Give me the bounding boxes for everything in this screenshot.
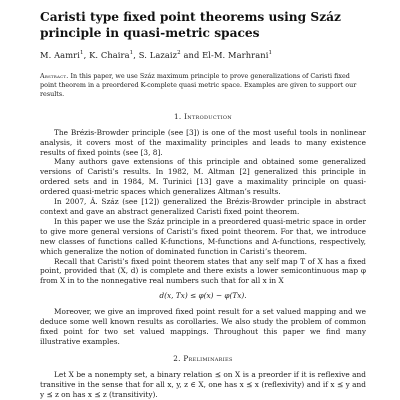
intro-paragraph-6: Moreover, we give an improved fixed point result for a set valued mapping and we deduce some well known results as corollaries. We also study the problem of common fixed point for two set valued mappings. Throughout this paper we find many illustrative examples.	[40, 307, 366, 346]
abstract-text: In this paper, we use Száz maximum principle to prove generalizations of Caristi fixed point theorem in a preordered K-complete quasi metric space. Examples are given to support our results.	[40, 71, 357, 98]
abstract-label: Abstract.	[40, 71, 69, 80]
intro-paragraph-2: Many authors gave extensions of this principle and obtained some generalized versions of Caristi’s results. In 1982, M. Altman [2] generalized this principle in ordered sets and in 1984, M. Turinici [13] gave a maximality principle on quasi-ordered quasi-metric spaces which generalizes Altman’s results.	[40, 157, 366, 197]
author-name: M. Aamri	[40, 49, 80, 60]
caristi-inequality: d(x, Tx) ≤ φ(x) − φ(Tx).	[159, 291, 247, 301]
section-heading-introduction: 1. Introduction	[174, 111, 232, 121]
author-list	[40, 48, 366, 61]
intro-paragraph-3: In 2007, Á. Száz (see [12]) generalized the Brézis-Browder principle in abstract context and gave an abstract generalized Caristi fixed point theorem.	[40, 197, 366, 217]
author-affiliation-mark: 1	[268, 50, 273, 56]
preliminaries-paragraph: Let X be a nonempty set, a binary relation ⪯ on X is a preorder if it is reflexive and transitive in the sense that for all x, y, z ∈ X, one has x ⪯ x (reflexivity) and if x ⪯ y and y ⪯ z on has x ⪯ z (transitivity).	[40, 369, 366, 399]
intro-paragraph-4: In this paper we use the Száz principle in a preordered quasi-metric space in order to give more general versions of Caristi’s fixed point theorem. For that, we introduce new classes of functions called K-functions, M-functions and A-functions, respectively, which generalize the notion of dominated function in Caristi’s theorem.	[40, 216, 366, 256]
section-heading-preliminaries: 2. Preliminaries	[173, 353, 233, 363]
paper-title: Caristi type fixed point theorems using Száz principle in quasi-metric spaces	[40, 10, 341, 40]
abstract	[40, 72, 366, 99]
intro-paragraph-5: Recall that Caristi’s fixed point theorem states that any self map T of X has a fixed point, provided that (X, d) is complete and there exists a lower semicontinuous map φ from X in to the nonnegative real numbers such that for all x in X	[40, 256, 366, 286]
author-name: K. Chaira	[89, 49, 130, 60]
intro-paragraph-1: The Brézis-Browder principle (see [3]) is one of the most useful tools in nonlinear analysis, it covers most of the maximality principles and leads to many existence results of fixed points (see [3, 8].	[40, 127, 366, 157]
author-separator: and	[180, 49, 203, 60]
author-affiliation-mark: 2	[177, 50, 181, 56]
paper-page	[40, 9, 366, 400]
author-separator: ,	[83, 49, 90, 60]
author-affiliation-mark: 1	[80, 50, 84, 56]
author-affiliation-mark: 1	[129, 50, 134, 56]
author-name: El-M. Marhrani	[202, 49, 269, 60]
author-separator: ,	[133, 49, 139, 60]
author-name: S. Lazaiz	[138, 49, 178, 60]
